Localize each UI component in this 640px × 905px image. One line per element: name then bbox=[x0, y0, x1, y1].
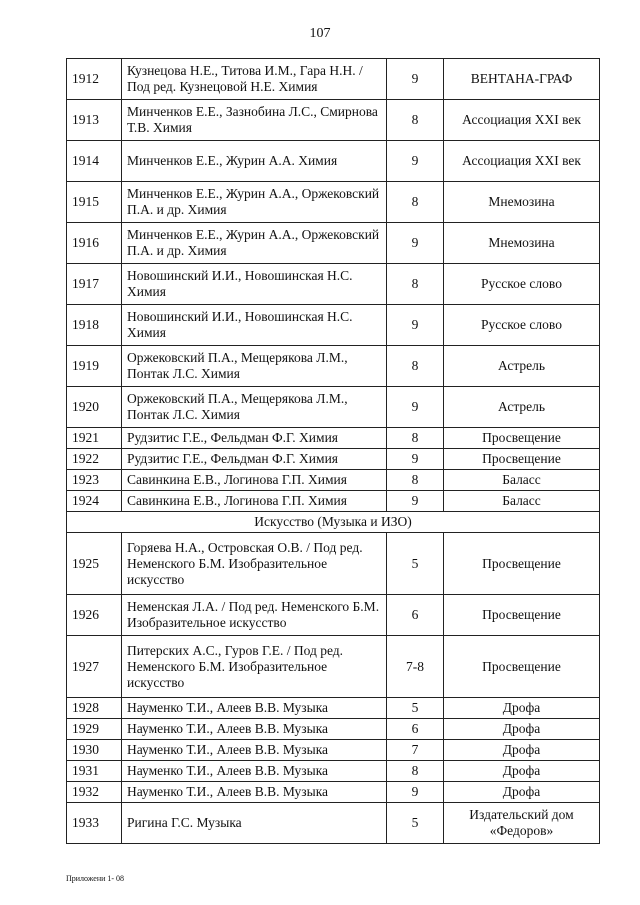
row-grade: 8 bbox=[387, 428, 444, 449]
row-grade: 8 bbox=[387, 182, 444, 223]
row-grade: 7 bbox=[387, 740, 444, 761]
row-title: Кузнецова Н.Е., Титова И.М., Гара Н.Н. / Под ред. Кузнецовой Н.Е. Химия bbox=[122, 59, 387, 100]
row-title: Новошинский И.И., Новошинская Н.С. Химия bbox=[122, 305, 387, 346]
table-row bbox=[67, 346, 600, 387]
row-number: 1913 bbox=[67, 100, 122, 141]
table-row bbox=[67, 223, 600, 264]
page-number: 107 bbox=[309, 26, 331, 41]
row-publisher: Дрофа bbox=[444, 719, 600, 740]
row-grade: 8 bbox=[387, 100, 444, 141]
row-title: Науменко Т.И., Алеев В.В. Музыка bbox=[122, 740, 387, 761]
row-title: Минченков Е.Е., Журин А.А. Химия bbox=[122, 141, 387, 182]
row-grade: 7-8 bbox=[387, 636, 444, 698]
row-number: 1926 bbox=[67, 595, 122, 636]
row-number: 1921 bbox=[67, 428, 122, 449]
row-publisher: Дрофа bbox=[444, 698, 600, 719]
textbook-table bbox=[66, 58, 600, 844]
row-title: Науменко Т.И., Алеев В.В. Музыка bbox=[122, 782, 387, 803]
row-publisher: Дрофа bbox=[444, 761, 600, 782]
row-title: Новошинский И.И., Новошинская Н.С. Химия bbox=[122, 264, 387, 305]
table-row bbox=[67, 305, 600, 346]
row-publisher: Просвещение bbox=[444, 428, 600, 449]
row-title: Науменко Т.И., Алеев В.В. Музыка bbox=[122, 698, 387, 719]
row-title: Минченков Е.Е., Журин А.А., Оржековский П.А. и др. Химия bbox=[122, 223, 387, 264]
row-title: Ригина Г.С. Музыка bbox=[122, 803, 387, 844]
row-number: 1920 bbox=[67, 387, 122, 428]
table-row bbox=[67, 428, 600, 449]
row-grade: 8 bbox=[387, 761, 444, 782]
row-title: Неменская Л.А. / Под ред. Неменского Б.М. Изобразительное искусство bbox=[122, 595, 387, 636]
section-heading: Искусство (Музыка и ИЗО) bbox=[67, 512, 600, 533]
row-number: 1932 bbox=[67, 782, 122, 803]
row-grade: 9 bbox=[387, 782, 444, 803]
table-row bbox=[67, 470, 600, 491]
row-publisher: Просвещение bbox=[444, 636, 600, 698]
row-publisher: Дрофа bbox=[444, 782, 600, 803]
row-number: 1918 bbox=[67, 305, 122, 346]
table-row bbox=[67, 698, 600, 719]
row-grade: 9 bbox=[387, 59, 444, 100]
table-row bbox=[67, 100, 600, 141]
table-row bbox=[67, 387, 600, 428]
footer-note: Приложени 1- 08 bbox=[66, 874, 125, 883]
row-grade: 9 bbox=[387, 491, 444, 512]
section-row bbox=[67, 512, 600, 533]
table-row bbox=[67, 595, 600, 636]
row-publisher: Ассоциация XXI век bbox=[444, 100, 600, 141]
row-grade: 6 bbox=[387, 719, 444, 740]
row-publisher: Баласс bbox=[444, 470, 600, 491]
row-title: Минченков Е.Е., Зазнобина Л.С., Смирнова Т.В. Химия bbox=[122, 100, 387, 141]
row-grade: 5 bbox=[387, 533, 444, 595]
row-title: Горяева Н.А., Островская О.В. / Под ред. Неменского Б.М. Изобразительное искусство bbox=[122, 533, 387, 595]
row-publisher: Русское слово bbox=[444, 264, 600, 305]
row-number: 1919 bbox=[67, 346, 122, 387]
row-number: 1928 bbox=[67, 698, 122, 719]
row-number: 1923 bbox=[67, 470, 122, 491]
row-publisher: Издательский дом «Федоров» bbox=[444, 803, 600, 844]
row-title: Науменко Т.И., Алеев В.В. Музыка bbox=[122, 761, 387, 782]
row-number: 1924 bbox=[67, 491, 122, 512]
table-row bbox=[67, 782, 600, 803]
row-number: 1915 bbox=[67, 182, 122, 223]
row-grade: 8 bbox=[387, 470, 444, 491]
row-number: 1929 bbox=[67, 719, 122, 740]
row-number: 1931 bbox=[67, 761, 122, 782]
row-publisher: Дрофа bbox=[444, 740, 600, 761]
row-publisher: Астрель bbox=[444, 387, 600, 428]
table-row bbox=[67, 59, 600, 100]
row-publisher: Баласс bbox=[444, 491, 600, 512]
table-row bbox=[67, 803, 600, 844]
row-title: Савинкина Е.В., Логинова Г.П. Химия bbox=[122, 470, 387, 491]
row-number: 1916 bbox=[67, 223, 122, 264]
table-row bbox=[67, 264, 600, 305]
row-grade: 8 bbox=[387, 346, 444, 387]
row-title: Рудзитис Г.Е., Фельдман Ф.Г. Химия bbox=[122, 428, 387, 449]
row-publisher: Просвещение bbox=[444, 449, 600, 470]
row-number: 1914 bbox=[67, 141, 122, 182]
row-publisher: Мнемозина bbox=[444, 182, 600, 223]
row-number: 1922 bbox=[67, 449, 122, 470]
row-publisher: Русское слово bbox=[444, 305, 600, 346]
row-grade: 9 bbox=[387, 449, 444, 470]
table-row bbox=[67, 636, 600, 698]
table-row bbox=[67, 182, 600, 223]
table-row bbox=[67, 761, 600, 782]
row-publisher: Астрель bbox=[444, 346, 600, 387]
row-title: Савинкина Е.В., Логинова Г.П. Химия bbox=[122, 491, 387, 512]
row-number: 1925 bbox=[67, 533, 122, 595]
row-publisher: Мнемозина bbox=[444, 223, 600, 264]
row-grade: 9 bbox=[387, 141, 444, 182]
row-number: 1917 bbox=[67, 264, 122, 305]
row-title: Рудзитис Г.Е., Фельдман Ф.Г. Химия bbox=[122, 449, 387, 470]
table-row bbox=[67, 533, 600, 595]
row-title: Оржековский П.А., Мещерякова Л.М., Понтак Л.С. Химия bbox=[122, 346, 387, 387]
row-number: 1933 bbox=[67, 803, 122, 844]
row-title: Питерских А.С., Гуров Г.Е. / Под ред. Неменского Б.М. Изобразительное искусство bbox=[122, 636, 387, 698]
row-grade: 9 bbox=[387, 387, 444, 428]
table-row bbox=[67, 740, 600, 761]
row-title: Минченков Е.Е., Журин А.А., Оржековский П.А. и др. Химия bbox=[122, 182, 387, 223]
row-number: 1927 bbox=[67, 636, 122, 698]
row-grade: 9 bbox=[387, 305, 444, 346]
row-title: Науменко Т.И., Алеев В.В. Музыка bbox=[122, 719, 387, 740]
row-grade: 5 bbox=[387, 803, 444, 844]
row-grade: 9 bbox=[387, 223, 444, 264]
table-row bbox=[67, 449, 600, 470]
row-publisher: Ассоциация XXI век bbox=[444, 141, 600, 182]
row-grade: 5 bbox=[387, 698, 444, 719]
row-publisher: Просвещение bbox=[444, 595, 600, 636]
table-row bbox=[67, 141, 600, 182]
row-title: Оржековский П.А., Мещерякова Л.М., Понтак Л.С. Химия bbox=[122, 387, 387, 428]
row-number: 1930 bbox=[67, 740, 122, 761]
row-publisher: ВЕНТАНА-ГРАФ bbox=[444, 59, 600, 100]
row-publisher: Просвещение bbox=[444, 533, 600, 595]
table-row bbox=[67, 719, 600, 740]
table-row bbox=[67, 491, 600, 512]
row-grade: 8 bbox=[387, 264, 444, 305]
row-grade: 6 bbox=[387, 595, 444, 636]
row-number: 1912 bbox=[67, 59, 122, 100]
